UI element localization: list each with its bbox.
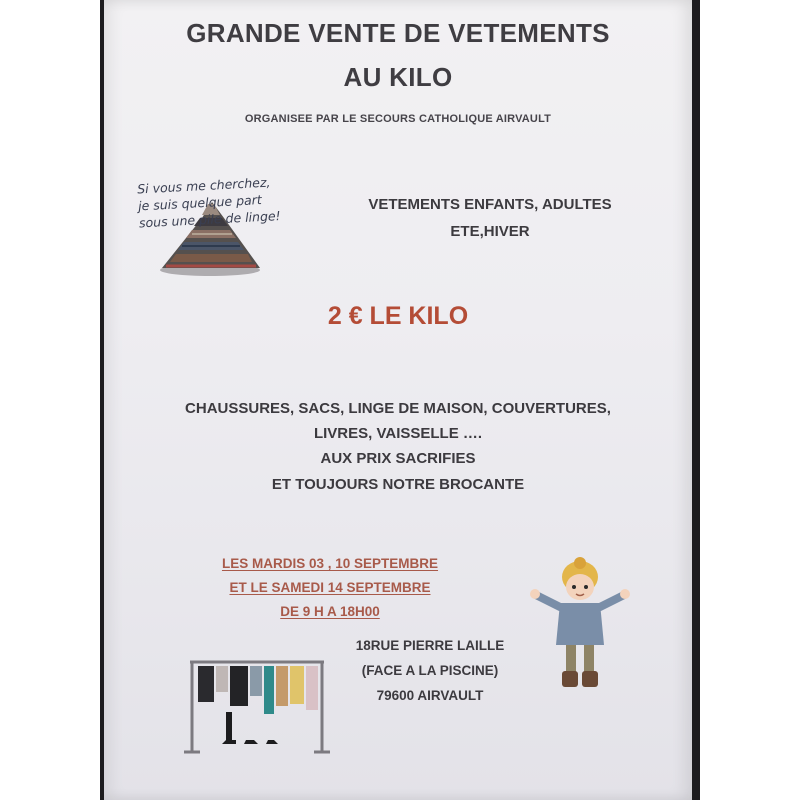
address-line1: 18RUE PIERRE LAILLE bbox=[355, 638, 505, 653]
handwritten-line-3: sous une pile de linge! bbox=[138, 208, 281, 231]
address-line2: (FACE A LA PISCINE) bbox=[361, 663, 499, 678]
dates-line3: DE 9 H A 18H00 bbox=[280, 604, 380, 619]
poster-title-line1: GRANDE VENTE DE VETEMENTS bbox=[186, 18, 610, 48]
items-line4: ET TOUJOURS NOTRE BROCANTE bbox=[271, 476, 525, 493]
organizer-subtitle: ORGANISEE PAR LE SECOURS CATHOLIQUE AIRVAULT bbox=[244, 113, 552, 125]
clothing-types-line2: ETE,HIVER bbox=[450, 223, 530, 240]
items-line2: LIVRES, VAISSELLE …. bbox=[313, 425, 483, 442]
items-line3: AUX PRIX SACRIFIES bbox=[320, 450, 476, 467]
items-line1: CHAUSSURES, SACS, LINGE DE MAISON, COUVERTURES, bbox=[185, 400, 611, 417]
clothing-types-line1: VETEMENTS ENFANTS, ADULTES bbox=[368, 196, 612, 213]
poster-title-line2: AU KILO bbox=[343, 62, 453, 92]
handwritten-line-1: Si vous me cherchez, bbox=[136, 174, 271, 197]
handwritten-line-2: je suis quelque part bbox=[137, 192, 263, 214]
child-cartoon-icon bbox=[530, 555, 630, 695]
price-per-kilo: 2 € LE KILO bbox=[327, 302, 469, 330]
dates-line2: ET LE SAMEDI 14 SEPTEMBRE bbox=[229, 580, 431, 595]
dates-line1: LES MARDIS 03 , 10 SEPTEMBRE bbox=[221, 556, 439, 571]
clothes-rack-icon bbox=[182, 656, 332, 756]
address-line3: 79600 AIRVAULT bbox=[376, 688, 484, 703]
